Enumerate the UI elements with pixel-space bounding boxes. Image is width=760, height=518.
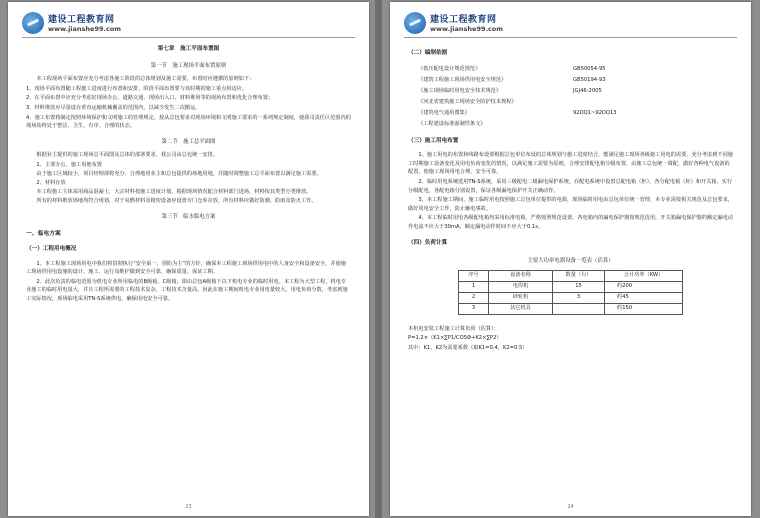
- list-item: 1、现场平面布置随工程施工进度进行布置和安排，阶段平面布置要与该时期的施工重点相适应。: [26, 85, 248, 92]
- site-logo-icon: [404, 12, 426, 34]
- logo-url: www.jianshe99.com: [430, 25, 504, 33]
- spec-row: [408, 108, 733, 119]
- heading-level-1: 一、临电方案: [26, 230, 61, 237]
- document-page-right: [390, 2, 751, 516]
- page-number: 24: [567, 504, 574, 510]
- logo-name: 建设工程教育网: [430, 15, 497, 25]
- paragraph: 所有的材料堆放场地均符合规划，对于易燃材料及精密设备应设置专门仓库存放，所有材料应做好防潮、防雨及防火工作。: [36, 198, 317, 205]
- page-number: 23: [185, 504, 192, 510]
- sub-heading: 1、主要办公、施工用地布置: [36, 161, 102, 168]
- paragraph: 根据业主提供的施工现场总平面图及总体的部署要求，我公司由总包统一安排。: [36, 152, 218, 159]
- table-header-cell: 合计功率（KW）: [605, 270, 683, 281]
- spec-name: 《建筑电气通用图集》: [418, 109, 470, 116]
- formula-title: 本机电安装工程施工计算负荷（估算）：: [408, 325, 499, 332]
- heading-calc: （四）负荷计算: [408, 239, 448, 246]
- table-cell: 砂轮机: [489, 292, 553, 303]
- table-header-row: [459, 270, 683, 281]
- list-item: 3、材料堆放应尽量设在垂直运输机械覆盖的范围内，以减少发生二次搬运。: [26, 104, 201, 111]
- table-cell: 其它机具: [489, 303, 553, 314]
- equipment-table: [458, 270, 683, 315]
- table-header-cell: 设备名称: [489, 270, 553, 281]
- site-logo-icon: [22, 12, 44, 34]
- spec-list: [408, 64, 733, 130]
- spec-row: [408, 97, 733, 108]
- table-header-cell: 序号: [459, 270, 489, 281]
- table-cell: 约200: [605, 281, 683, 292]
- table-cell: 2: [459, 292, 489, 303]
- spec-code: 92DQ1~92DQ13: [573, 109, 617, 116]
- table-cell: 约45: [605, 292, 683, 303]
- table-cell: [553, 303, 605, 314]
- paragraph: 2、临时用电系统选用TN-S系统，采用三级配电二级漏电保护系统。在配电系统中设置总配电箱（柜），各分配电箱（柜）和开关箱，实行分级配电，各配电箱分别设置，保证各级漏电保护开关正确动作。: [408, 178, 733, 194]
- list-item: 4、施工布置将制定按照环境保护和文明施工的管理规定，按从总包要求对现场环境和文明施工要求的一系列规定制度，使我司责任区范围内的现场始终处于整洁、卫生、有序、合理的状态。: [26, 114, 351, 130]
- page-content: [408, 42, 733, 500]
- formula-note: 其中：K1、K2为需要系数（取K1=0.4，K2=0.5）: [408, 344, 528, 351]
- paragraph: 本工程现场平面布置应充分考虑各施工阶段的总体规划及施工需要，布置时应遵循的原则如下：: [36, 76, 255, 83]
- spec-name: 《建筑工程施工现场供用电安全规范》: [418, 76, 507, 83]
- table-row: [459, 303, 683, 314]
- section-heading: 第二节 施工总平面图: [161, 138, 216, 145]
- paragraph: 3、本工程施工期间，施工临时用电按照施工总包单位提供的电源，现场临时用电由总包单位统一管理，本专业需按相关规范及总包要求，做好用电安全工作，防止触电事故。: [408, 197, 733, 212]
- heading-level-2: （一）工程用电概况: [26, 246, 77, 253]
- table-row: [459, 292, 683, 303]
- spec-name: 《施工现场临时用电安全技术规范》: [418, 87, 502, 94]
- logo-url: www.jianshe99.com: [48, 25, 122, 33]
- heading-layout: （三）施工用电布置: [408, 137, 459, 144]
- paragraph: 本工程施工主体采用商品混凝土，大宗材料按施工进度计划，根据现场情况配合材料部门进场，材料按其类型分类堆放。: [36, 188, 312, 195]
- page-gutter: [375, 0, 382, 518]
- page-header: [22, 10, 355, 38]
- paragraph: 1、施工用电的布置和线路布设要根据总包单位布设的总体规划与施工进度结合，能满足施工现场各级施工用电的需要。充分考虑到不同施工时期施工设备变化及用电负荷变化的情况，以满足施工需要为原则，合理安排配电箱分级布置，由施工总包统一调配，做好各种电气设备的配置，使施工现场用电合理，安全可靠。: [408, 152, 733, 176]
- spec-row: [408, 64, 733, 75]
- spec-name: 《低压配电设计规范规范》: [418, 65, 481, 72]
- spec-code: [573, 97, 673, 108]
- spec-code: GB50194-93: [573, 76, 606, 83]
- spec-row: [408, 75, 733, 86]
- table-cell: 1: [459, 281, 489, 292]
- section-heading: 第三节 临水临电方案: [161, 213, 216, 220]
- table-row: [459, 281, 683, 292]
- chapter-title: 第七章 施工平面布置图: [157, 46, 220, 52]
- paragraph: 1、本工程施工现场用电中我们将贯彻执行“安全第一、预防为主”的方针，确保本工程施工现场供用电中的人身安全和设备安全，并使施工现场供用电设施的设计、施工、运行及维护做到安全可靠，确保质量，保证工期。: [26, 260, 346, 276]
- document-page-left: [8, 2, 369, 516]
- spec-code: JGJ46-2005: [573, 87, 602, 94]
- spec-row: [408, 86, 733, 97]
- heading-basis: （二）编制依据: [408, 50, 448, 56]
- table-cell: 电焊机: [489, 281, 553, 292]
- table-title: 主要大功率电器设备一览表（估算）: [527, 258, 614, 265]
- spec-name: 《工程建设标准强制性条文》: [418, 120, 486, 127]
- formula: P=1.2×（K1×∑P1/COSΦ+K2×∑P2）: [408, 335, 502, 342]
- spec-code: [573, 119, 673, 130]
- table-cell: 约150: [605, 303, 683, 314]
- sub-heading: 2、材料存放: [36, 180, 66, 187]
- page-content: [26, 42, 351, 500]
- table-cell: 3: [553, 292, 605, 303]
- paragraph: 由于施工区域较小，项目经理部将充分、合理地用业主和总包提供的场地用地，并随时调整施工总平面布置以满足施工需要。: [36, 170, 322, 177]
- page-header: [404, 10, 737, 38]
- spec-name: 《河北省建筑施工现场安全防护技术规程》: [418, 98, 517, 105]
- logo-name: 建设工程教育网: [48, 15, 115, 25]
- table-cell: 3: [459, 303, 489, 314]
- paragraph: 4、本工程临时用电各级配电箱均采用标准电箱，严格按照规范设置，各电箱内的漏电保护器按规范选用，开关箱漏电保护器的额定漏电动作电流不应大于30mA，额定漏电动作时间不应大于0.1s。: [408, 215, 733, 230]
- table-header-cell: 数量（台）: [553, 270, 605, 281]
- paragraph: 2、此次负责的临电范围为机电专业所用临电的B级箱、C级箱，即由总包A级箱下以下机电专业的临时用电。本工程为大型工程，机电专业施工的临时用电量大，并且工程所需要的工程技术复杂，工程技术含量高，因此在施工期间机电专业用电量较大，用电负荷分散，考虑到施工实际情况，现场临电采用TN-S系统供电，确保用电安全可靠。: [26, 278, 348, 303]
- table-cell: 15: [553, 281, 605, 292]
- list-item: 2、在平面布置中应充分考虑好现场办公、道路交通、现场出入口、材料堆场等的现场布置和优化合理布置；: [26, 95, 274, 102]
- section-heading: 第一节 施工现场平面布置原则: [150, 62, 227, 69]
- spec-code: GB50054-95: [573, 65, 606, 72]
- spec-row: [408, 119, 733, 130]
